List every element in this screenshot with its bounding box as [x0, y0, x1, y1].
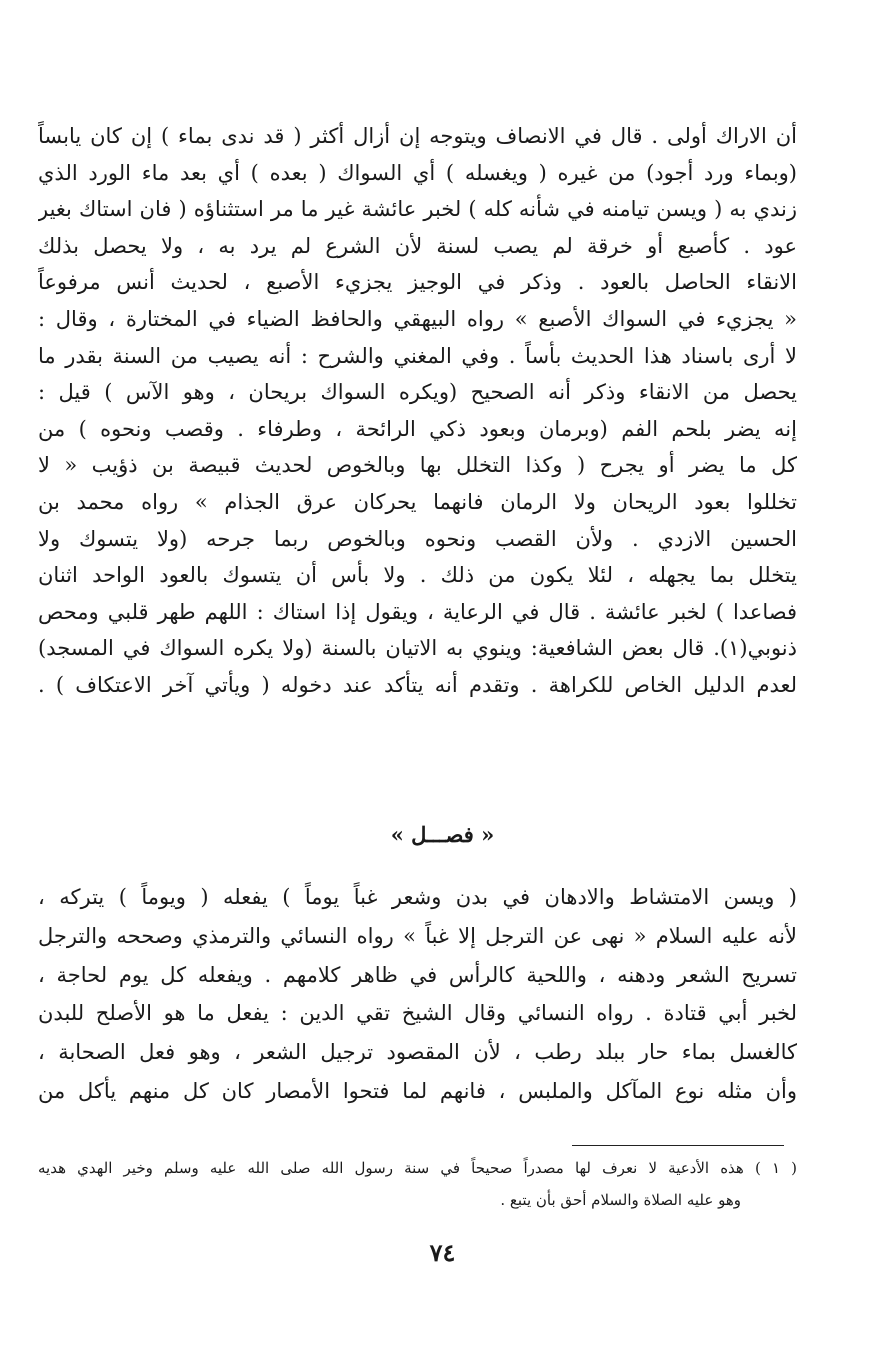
text-line: إنه يضر بلحم الفم (وبرمان وبعود ذكي الرائحة ، وطرفاء . وقصب ونحوه ) من	[38, 416, 797, 441]
text-line: كالغسل بماء حار ببلد رطب ، لأن المقصود ترجيل الشعر ، وهو فعل الصحابة ،	[38, 1040, 797, 1065]
text-line: تخللوا بعود الريحان ولا الرمان فانهما يحركان عرق الجذام » رواه محمد بن	[38, 489, 797, 514]
text-line: وأن مثله نوع المآكل والملبس ، فانهم لما فتحوا الأمصار كان كل منهم يأكل من	[38, 1078, 797, 1103]
text-line: الحسين الازدي . ولأن القصب ونحوه وبالخوص ربما جرحه (ولا يتسوك ولا	[38, 526, 797, 551]
text-line: ( ويسن الامتشاط والادهان في بدن وشعر غباً يوماً ) يفعله ( ويوماً ) يتركه ،	[38, 885, 797, 909]
text-line: « يجزيء في السواك الأصبع » رواه البيهقي والحافظ الضياء في المختارة ، وقال :	[38, 306, 797, 331]
section-text-block	[38, 878, 797, 1111]
text-line: لأنه عليه السلام « نهى عن الترجل إلا غباً » رواه النسائي والترمذي وصححه والترجل	[38, 923, 797, 948]
page-number: ٧٤	[429, 1238, 456, 1267]
text-line: كل ما يضر أو يجرح ( وكذا التخلل بها وبالخوص لحديث قبيصة بن ذؤيب « لا	[38, 453, 797, 478]
text-line: لعدم الدليل الخاص للكراهة . وتقدم أنه يتأكد عند دخوله ( ويأتي آخر الاعتكاف ) .	[38, 672, 797, 697]
footnote-line: وهو عليه الصلاة والسلام أحق بأن يتبع .	[500, 1191, 741, 1209]
text-line: (وبماء ورد أجود) من غيره ( ويغسله ) أي السواك ( بعده ) أي بعد ماء الورد الذي	[38, 160, 797, 185]
text-line: الانقاء الحاصل بالعود . وذكر في الوجيز يجزيء الأصبع ، لحديث أنس مرفوعاً	[38, 270, 797, 295]
main-text-block	[38, 118, 797, 704]
text-line: لخبر أبي قتادة . رواه النسائي وقال الشيخ تقي الدين : يفعل ما هو الأصلح للبدن	[38, 1001, 797, 1026]
text-line: أن الاراك أولى . قال في الانصاف ويتوجه إن أزال أكثر ( قد ندى بماء ) إن كان يابساً	[38, 124, 797, 148]
text-line: يتخلل بما يجهله ، لئلا يكون من ذلك . ولا بأس أن يتسوك بالعود الواحد اثنان	[38, 563, 797, 588]
text-line: فصاعدا ) لخبر عائشة . قال في الرعاية ، ويقول إذا استاك : اللهم طهر قلبي ومحص	[38, 599, 797, 624]
text-line: عود . كأصبع أو خرقة لم يصب لسنة لأن الشرع لم يرد به ، ولا يحصل بذلك	[38, 233, 797, 258]
text-line: لا أرى باسناد هذا الحديث بأساً . وفي المغني والشرح : أنه يصيب من السنة بقدر ما	[38, 343, 797, 368]
text-line: زندي به ( ويسن تيامنه في شأنه كله ) لخبر عائشة غير ما مر استثناؤه ( فان استاك بغير	[38, 197, 797, 222]
text-line: تسريح الشعر ودهنه ، واللحية كالرأس في ظاهر كلامهم . ويفعله كل يوم لحاجة ،	[38, 962, 797, 987]
section-heading: « فصـــل »	[390, 822, 495, 847]
footnote-block	[38, 1152, 797, 1216]
footnote-line: ( ١ ) هذه الأدعية لا نعرف لها مصدراً صحيحاً في سنة رسول الله صلى الله عليه وسلم وخير الهدي هديه	[38, 1159, 797, 1177]
text-line: ذنوبي(١). قال بعض الشافعية: وينوي به الاتيان بالسنة (ولا يكره السواك في المسجد)	[38, 636, 797, 661]
footnote-divider	[572, 1145, 784, 1146]
text-line: يحصل من الانقاء وذكر أنه الصحيح (ويكره السواك بريحان ، وهو الآس ) قيل :	[38, 380, 797, 405]
